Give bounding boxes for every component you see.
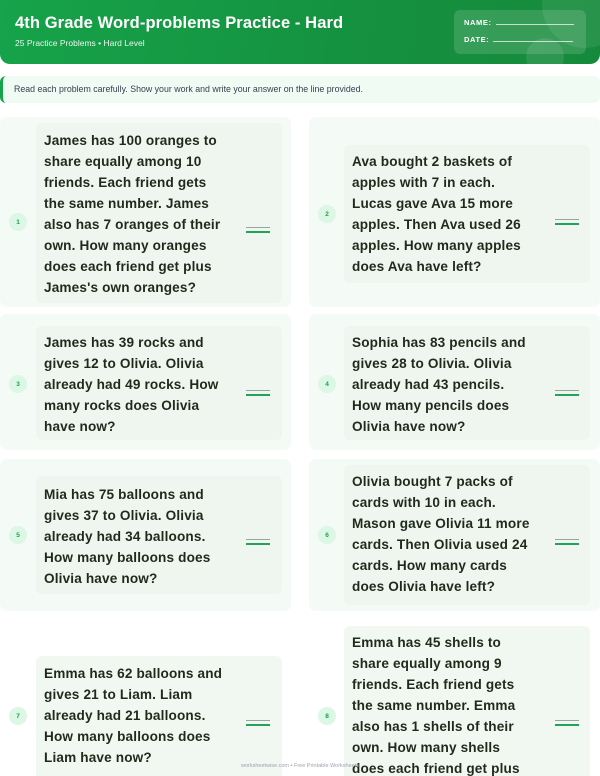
problem-number-badge: 8 [318, 707, 336, 725]
answer-line[interactable] [555, 720, 579, 726]
answer-line[interactable] [246, 720, 270, 726]
problem-text-box [344, 626, 590, 776]
problem-number-badge: 2 [318, 205, 336, 223]
problem-text: James has 39 rocks and gives 12 to Olivia. Olivia already had 49 rocks. How many rocks does Olivia have now? [44, 335, 219, 434]
problem-text-box [344, 145, 590, 283]
problem-card [0, 459, 291, 611]
name-line[interactable] [496, 24, 574, 25]
instructions-banner [0, 76, 600, 103]
page-subtitle: 25 Practice Problems • Hard Level [15, 38, 145, 48]
problem-card [309, 620, 600, 776]
problem-text: James has 100 oranges to share equally among 10 friends. Each friend gets the same number. James also has 7 oranges of their own. How many oranges does each friend get plus James's own oranges? [44, 133, 221, 295]
problem-card [309, 117, 600, 307]
name-label: NAME: [464, 18, 492, 27]
problem-text-box [36, 476, 282, 594]
problem-text: Emma has 45 shells to share equally among 9 friends. Each friend gets the same number. Emma also has 1 shells of their own. How many shells does each friend get plus [352, 635, 520, 776]
problem-text-box [36, 656, 282, 776]
answer-line[interactable] [246, 539, 270, 545]
problem-text: Sophia has 83 pencils and gives 28 to Olivia. Olivia already had 43 pencils. How many pencils does Olivia have now? [352, 335, 526, 434]
problem-text: Mia has 75 balloons and gives 37 to Olivia. Olivia already had 34 balloons. How many balloons does Olivia have now? [44, 487, 211, 586]
page-title: 4th Grade Word-problems Practice - Hard [15, 14, 344, 32]
problem-card [309, 314, 600, 450]
problem-number-badge: 7 [9, 707, 27, 725]
date-field[interactable] [464, 35, 573, 44]
problem-number-badge: 5 [9, 526, 27, 544]
problem-number-badge: 1 [9, 213, 27, 231]
name-date-box [454, 10, 586, 54]
worksheet-header [0, 0, 600, 64]
problem-text: Olivia bought 7 packs of cards with 10 in each. Mason gave Olivia 11 more cards. Then Olivia used 24 cards. How many cards does Olivia have left? [352, 474, 530, 594]
problem-text-box [344, 465, 590, 605]
problem-text: Ava bought 2 baskets of apples with 7 in each. Lucas gave Ava 15 more apples. Then Ava used 26 apples. How many apples does Ava have left? [352, 154, 521, 274]
problem-card [0, 620, 291, 776]
footer-text: worksheetwise.com • Free Printable Worksheets [241, 763, 359, 769]
date-label: DATE: [464, 35, 490, 44]
problem-card [0, 314, 291, 450]
problem-number-badge: 4 [318, 375, 336, 393]
problem-text-box [36, 123, 282, 303]
problem-number-badge: 3 [9, 375, 27, 393]
answer-line[interactable] [246, 390, 270, 396]
problem-text-box [36, 326, 282, 440]
instructions-text: Read each problem carefully. Show your work and write your answer on the line provided. [14, 84, 363, 94]
answer-line[interactable] [555, 539, 579, 545]
answer-line[interactable] [555, 219, 579, 225]
answer-line[interactable] [246, 227, 270, 233]
problem-text-box [344, 326, 590, 440]
problem-number-badge: 6 [318, 526, 336, 544]
answer-line[interactable] [555, 390, 579, 396]
problem-card [309, 459, 600, 611]
problem-text: Emma has 62 balloons and gives 21 to Liam. Liam already had 21 balloons. How many balloons does Liam have now? [44, 666, 223, 765]
date-line[interactable] [493, 41, 573, 42]
name-field[interactable] [464, 18, 574, 27]
problem-card [0, 117, 291, 307]
